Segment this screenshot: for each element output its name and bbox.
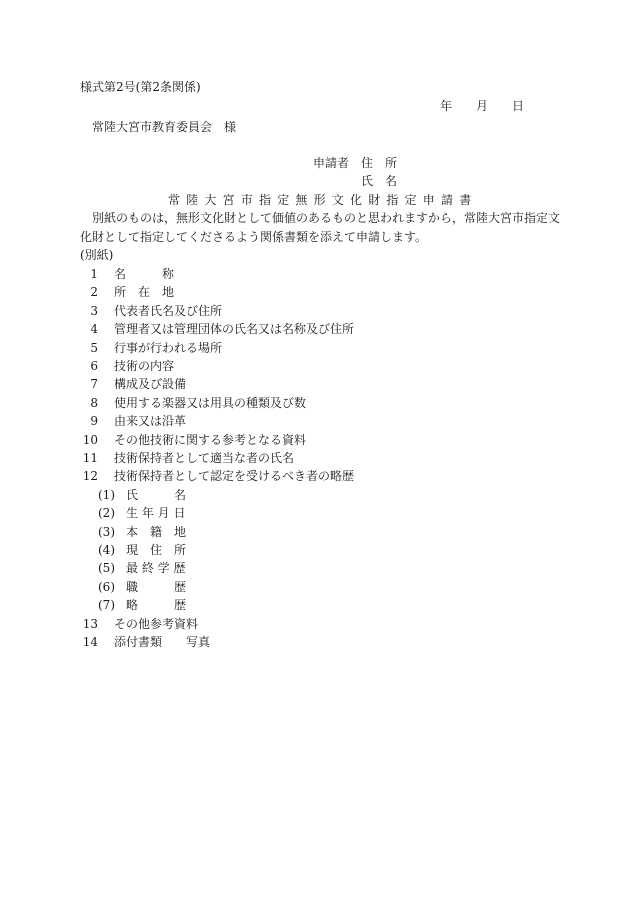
item-text: 行事が行われる場所	[114, 341, 223, 355]
sub-item-number: (3)	[98, 525, 115, 539]
document-title: 常陸大宮市指定無形文化財指定申請書	[168, 193, 478, 207]
attachment-label: (別紙)	[80, 248, 114, 262]
applicant-label: 申請者	[313, 156, 350, 170]
item-number: 12	[82, 469, 98, 483]
item-text: 所 在 地	[114, 285, 175, 299]
item-text: 構成及び設備	[114, 377, 187, 391]
addressee: 常陸大宮市教育委員会 様	[92, 120, 237, 134]
item-number: 13	[82, 617, 98, 631]
item-text: 由来又は沿革	[114, 414, 187, 428]
sub-item-text: 現 住 所	[126, 543, 187, 557]
item-text: 技術保持者として適当な者の氏名	[114, 451, 295, 465]
item-text: 代表者氏名及び住所	[114, 304, 223, 318]
item-text: 使用する楽器又は用具の種類及び数	[114, 396, 307, 410]
item-text: 技術保持者として認定を受けるべき者の略歴	[114, 469, 355, 483]
form-number: 様式第2号(第2条関係)	[80, 80, 201, 94]
sub-item-number: (4)	[98, 543, 115, 557]
applicant-address-label: 住 所	[361, 156, 398, 170]
item-number: 7	[90, 377, 98, 391]
item-text: 管理者又は管理団体の氏名又は名称及び住所	[114, 322, 355, 336]
sub-item-text: 生 年 月 日	[126, 506, 186, 520]
item-number: 11	[82, 451, 98, 465]
sub-item-number: (7)	[98, 598, 115, 612]
sub-item-text: 本 籍 地	[126, 525, 187, 539]
item-number: 1	[90, 267, 98, 281]
item-number: 4	[90, 322, 98, 336]
date-line: 年 月 日	[440, 99, 525, 113]
item-number: 2	[90, 285, 98, 299]
body-text-line-2: 化財として指定してくださるよう関係書類を添えて申請します。	[80, 230, 428, 244]
sub-item-text: 職 歴	[126, 580, 187, 594]
sub-item-text: 略 歴	[126, 598, 187, 612]
item-number: 10	[82, 433, 98, 447]
sub-item-number: (1)	[98, 488, 115, 502]
sub-item-number: (6)	[98, 580, 115, 594]
item-number: 14	[82, 635, 98, 649]
item-number: 5	[90, 341, 98, 355]
item-text: その他技術に関する参考となる資料	[114, 433, 307, 447]
item-number: 8	[90, 396, 98, 410]
sub-item-number: (2)	[98, 506, 115, 520]
item-number: 3	[90, 304, 98, 318]
item-text: 技術の内容	[114, 359, 175, 373]
item-text: 添付書類 写真	[114, 635, 211, 649]
item-text: その他参考資料	[114, 617, 199, 631]
sub-item-number: (5)	[98, 561, 115, 575]
sub-item-text: 最 終 学 歴	[126, 561, 186, 575]
item-text: 名 称	[114, 267, 175, 281]
item-number: 6	[90, 359, 98, 373]
sub-item-text: 氏 名	[126, 488, 187, 502]
applicant-name-label: 氏 名	[361, 174, 398, 188]
body-text-line-1: 別紙のものは，無形文化財として価値のあるものと思われますから，常陸大宮市指定文	[92, 211, 561, 225]
item-number: 9	[90, 414, 98, 428]
